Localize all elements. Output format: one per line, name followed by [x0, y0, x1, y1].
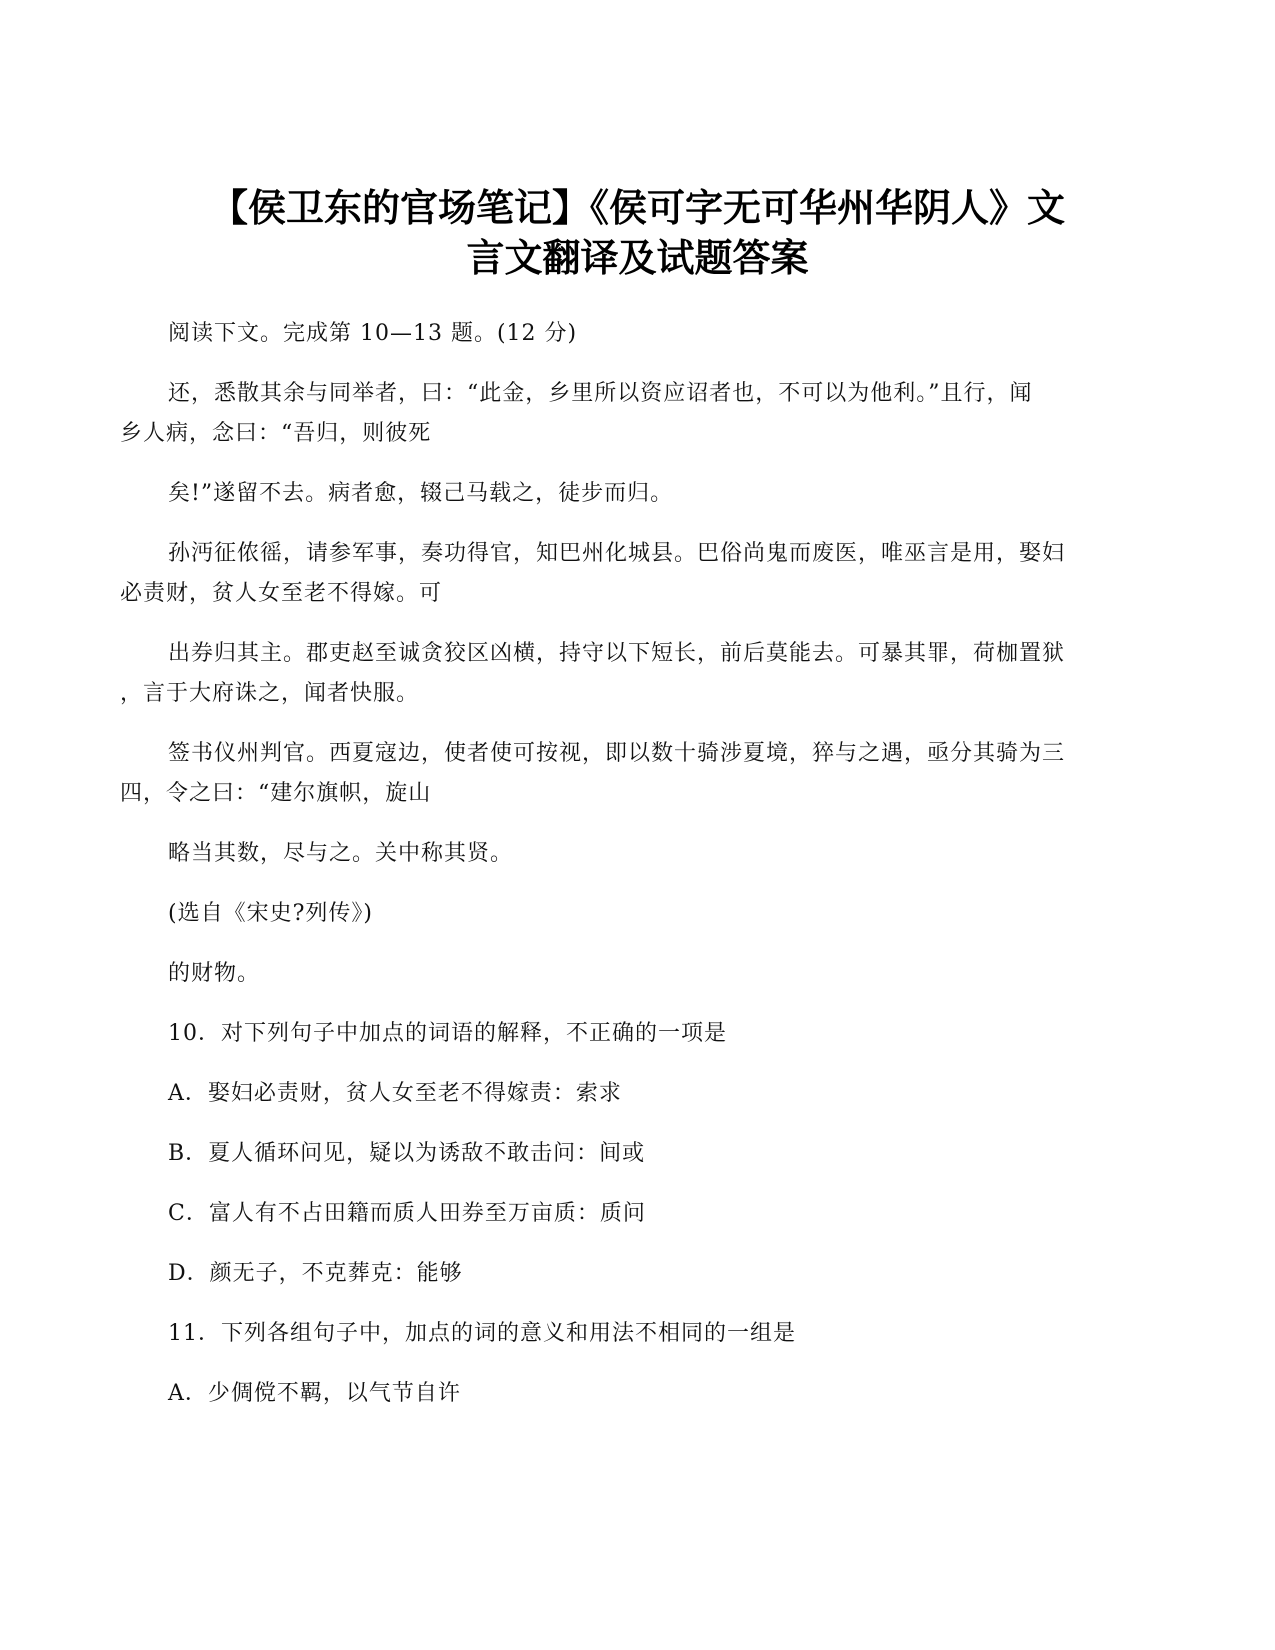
paragraph-5	[120, 634, 1150, 714]
text-line: B．夏人循环问见，疑以为诱敌不敢击问：间或	[168, 1141, 646, 1166]
text-line: A．少倜傥不羁，以气节自许	[168, 1381, 461, 1406]
option-10d	[120, 1254, 1150, 1294]
text-line: A．娶妇必责财，贫人女至老不得嫁责：索求	[168, 1081, 622, 1106]
text-line: ，言于大府诛之，闻者快服。	[120, 681, 420, 706]
text-line: 矣!”遂留不去。病者愈，辍己马载之，徒步而归。	[168, 481, 674, 506]
option-10b	[120, 1134, 1150, 1174]
text-line: (选自《宋史?列传》)	[168, 901, 373, 926]
text-line: D．颜无子，不克葬克：能够	[168, 1261, 463, 1286]
title-line-2: 言文翻译及试题答案	[466, 236, 809, 280]
text-line: 必责财，贫人女至老不得嫁。可	[120, 581, 443, 606]
text-line: 略当其数，尽与之。关中称其贤。	[168, 841, 514, 866]
paragraph-4	[120, 534, 1150, 614]
source-citation	[120, 894, 1150, 934]
paragraph-fragment	[120, 954, 1150, 994]
text-line: 的财物。	[168, 961, 261, 986]
paragraph-2	[120, 374, 1150, 454]
paragraph-intro	[120, 314, 1150, 354]
text-line: 孙沔征侬徭，请参军事，奏功得官，知巴州化城县。巴俗尚鬼而废医，唯巫言是用，娶妇	[168, 541, 1066, 566]
option-11a	[120, 1374, 1150, 1414]
text-line: 签书仪州判官。西夏寇边，使者使可按视，即以数十骑涉夏境，猝与之遇，亟分其骑为三	[168, 741, 1066, 766]
text-line: 乡人病，念曰：“吾归，则彼死	[120, 421, 432, 446]
paragraph-3	[120, 474, 1150, 514]
document-title	[120, 183, 1155, 283]
text-line: 10．对下列句子中加点的词语的解释，不正确的一项是	[168, 1021, 727, 1046]
question-10	[120, 1014, 1150, 1054]
paragraph-7	[120, 834, 1150, 874]
text-line: 11．下列各组句子中，加点的词的意义和用法不相同的一组是	[168, 1321, 796, 1346]
text-line: 阅读下文。完成第 10—13 题。(12 分)	[168, 321, 578, 346]
option-10c	[120, 1194, 1150, 1234]
question-11	[120, 1314, 1150, 1354]
text-line: 四，令之曰：“建尔旗帜，旋山	[120, 781, 432, 806]
title-line-1: 【侯卫东的官场笔记】《侯可字无可华州华阴人》文	[209, 186, 1065, 230]
text-line: C．富人有不占田籍而质人田券至万亩质：质问	[168, 1201, 646, 1226]
text-line: 还，悉散其余与同举者，曰：“此金，乡里所以资应诏者也，不可以为他利。”且行，闻	[168, 381, 1033, 406]
text-line: 出券归其主。郡吏赵至诚贪狡区凶横，持守以下短长，前后莫能去。可暴其罪，荷枷置狱	[168, 641, 1066, 666]
option-10a	[120, 1074, 1150, 1114]
paragraph-6	[120, 734, 1150, 814]
